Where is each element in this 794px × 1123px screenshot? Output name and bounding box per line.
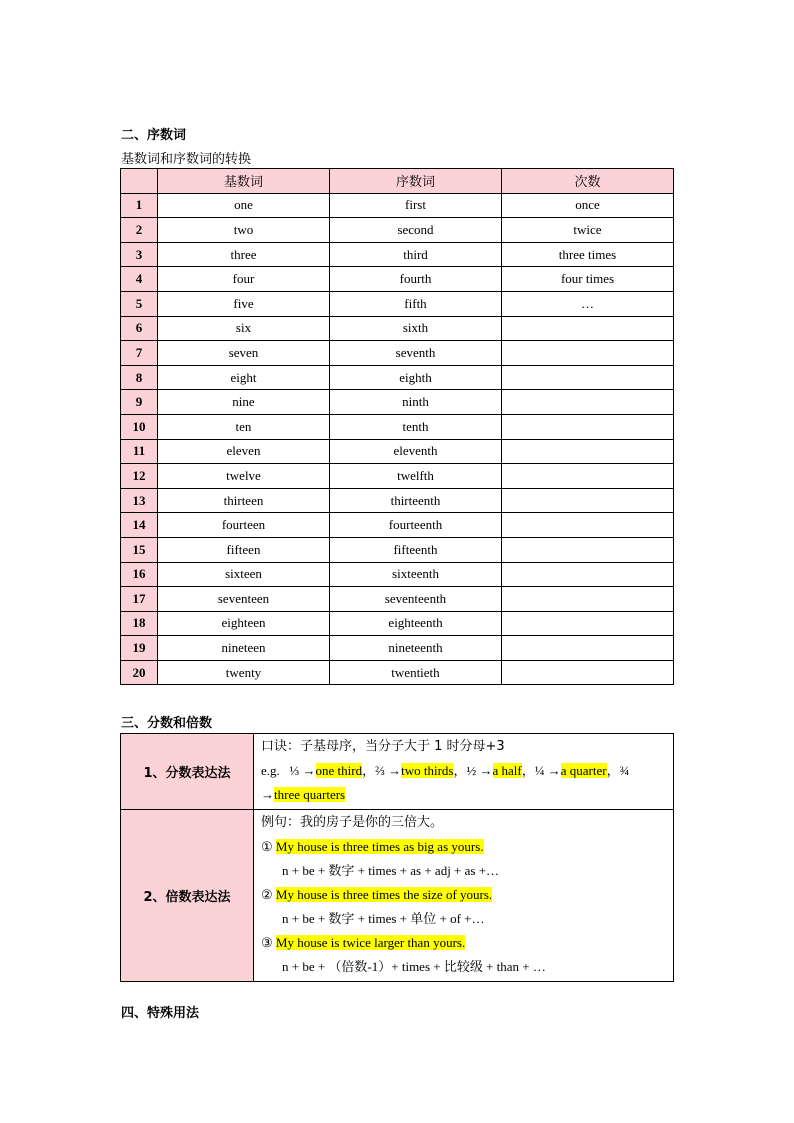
multiple-label: 2、倍数表达法 <box>121 810 254 982</box>
conversion-subtitle: 基数词和序数词的转换 <box>121 152 252 167</box>
fraction-highlight: one third <box>315 763 363 778</box>
table-row <box>121 587 674 612</box>
table-row <box>121 390 674 415</box>
cardinal-cell: seven <box>158 341 330 366</box>
table-body <box>121 193 674 685</box>
separator: ， <box>521 763 535 778</box>
table-row <box>121 636 674 661</box>
times-cell <box>502 390 674 415</box>
cardinal-cell: ten <box>158 414 330 439</box>
table-row <box>121 341 674 366</box>
header-ordinal: 序数词 <box>330 169 502 194</box>
row-index: 14 <box>121 513 158 538</box>
ordinal-cell: twentieth <box>330 660 502 685</box>
ordinal-cell: tenth <box>330 414 502 439</box>
eg-label: e.g. <box>261 763 280 778</box>
times-cell <box>502 636 674 661</box>
table-row <box>121 611 674 636</box>
fraction-examples <box>261 759 669 783</box>
table-row <box>121 365 674 390</box>
ordinal-cell: sixteenth <box>330 562 502 587</box>
ordinal-cell: sixth <box>330 316 502 341</box>
table-row <box>121 218 674 243</box>
times-cell <box>502 439 674 464</box>
example-sentence-line <box>261 883 669 907</box>
times-cell <box>502 488 674 513</box>
table-row <box>121 193 674 218</box>
ordinal-cell: eighteenth <box>330 611 502 636</box>
times-cell <box>502 587 674 612</box>
row-index: 10 <box>121 414 158 439</box>
table-row <box>121 291 674 316</box>
cardinal-cell: twenty <box>158 660 330 685</box>
row-index: 7 <box>121 341 158 366</box>
table-header-row <box>121 169 674 194</box>
cardinal-cell: twelve <box>158 464 330 489</box>
table-row <box>121 488 674 513</box>
row-index: 1 <box>121 193 158 218</box>
header-empty <box>121 169 158 194</box>
row-index: 9 <box>121 390 158 415</box>
times-cell: three times <box>502 242 674 267</box>
table-row <box>121 242 674 267</box>
times-cell <box>502 365 674 390</box>
ordinal-cell: first <box>330 193 502 218</box>
cardinal-cell: nine <box>158 390 330 415</box>
row-index: 6 <box>121 316 158 341</box>
row-index: 5 <box>121 291 158 316</box>
times-cell <box>502 513 674 538</box>
row-index: 20 <box>121 660 158 685</box>
ordinal-cell: twelfth <box>330 464 502 489</box>
times-cell <box>502 660 674 685</box>
fraction-symbol: ⅓ → <box>289 763 316 778</box>
example-sentence: My house is three times as big as yours. <box>275 839 484 854</box>
cardinal-cell: six <box>158 316 330 341</box>
multiple-example: 例句：我的房子是你的三倍大。 <box>261 815 444 830</box>
fraction-items <box>290 763 630 778</box>
cardinal-cell: two <box>158 218 330 243</box>
table-row <box>121 414 674 439</box>
separator: ， <box>453 763 467 778</box>
section2-heading: 二、序数词 <box>121 128 187 143</box>
times-cell <box>502 537 674 562</box>
times-cell <box>502 341 674 366</box>
fraction-highlight: a quarter <box>560 763 607 778</box>
fraction-wrap-line <box>261 783 669 807</box>
row-index: 4 <box>121 267 158 292</box>
cardinal-cell: one <box>158 193 330 218</box>
number-conversion-table <box>120 168 674 685</box>
row-index: 18 <box>121 611 158 636</box>
ordinal-cell: ninth <box>330 390 502 415</box>
times-cell: twice <box>502 218 674 243</box>
row-index: 11 <box>121 439 158 464</box>
fraction-highlight: two thirds <box>401 763 454 778</box>
ordinal-cell: thirteenth <box>330 488 502 513</box>
separator: ， <box>606 763 620 778</box>
table-row <box>121 439 674 464</box>
table-row <box>121 316 674 341</box>
fraction-highlight: three quarters <box>274 787 346 802</box>
times-cell <box>502 611 674 636</box>
section3-heading: 三、分数和倍数 <box>121 716 213 731</box>
cardinal-cell: five <box>158 291 330 316</box>
cardinal-cell: eight <box>158 365 330 390</box>
cardinal-cell: thirteen <box>158 488 330 513</box>
ordinal-cell: seventh <box>330 341 502 366</box>
cardinal-cell: fifteen <box>158 537 330 562</box>
arrow-glyph: → <box>261 787 274 802</box>
cardinal-cell: eighteen <box>158 611 330 636</box>
cardinal-cell: seventeen <box>158 587 330 612</box>
multiple-row <box>121 810 674 982</box>
ordinal-cell: nineteenth <box>330 636 502 661</box>
header-cardinal: 基数词 <box>158 169 330 194</box>
row-index: 2 <box>121 218 158 243</box>
example-sentence: My house is three times the size of yours. <box>275 887 493 902</box>
cardinal-cell: nineteen <box>158 636 330 661</box>
table-row <box>121 537 674 562</box>
fraction-multiple-table <box>120 733 674 982</box>
multiple-content <box>254 810 674 982</box>
formula-line: n + be + 数字 + times + as + adj + as +… <box>282 863 500 878</box>
table-row <box>121 660 674 685</box>
times-cell: … <box>502 291 674 316</box>
separator: ， <box>362 763 376 778</box>
row-index: 15 <box>121 537 158 562</box>
ordinal-cell: second <box>330 218 502 243</box>
cardinal-cell: three <box>158 242 330 267</box>
row-index: 3 <box>121 242 158 267</box>
ordinal-cell: eighth <box>330 365 502 390</box>
fraction-content <box>254 734 674 810</box>
fraction-symbol: ⅔ → <box>375 763 402 778</box>
fraction-row <box>121 734 674 810</box>
example-sentence-line <box>261 931 669 955</box>
ordinal-cell: fourth <box>330 267 502 292</box>
header-times: 次数 <box>502 169 674 194</box>
row-index: 8 <box>121 365 158 390</box>
row-index: 12 <box>121 464 158 489</box>
fraction-symbol: ¼ → <box>534 763 561 778</box>
ordinal-cell: eleventh <box>330 439 502 464</box>
row-index: 13 <box>121 488 158 513</box>
fraction-label: 1、分数表达法 <box>121 734 254 810</box>
circled-number: ② <box>261 887 273 902</box>
times-cell <box>502 316 674 341</box>
fraction-symbol: ¾ <box>619 763 630 778</box>
row-index: 17 <box>121 587 158 612</box>
table-row <box>121 562 674 587</box>
table-row <box>121 513 674 538</box>
table-row <box>121 267 674 292</box>
times-cell <box>502 414 674 439</box>
times-cell <box>502 464 674 489</box>
cardinal-cell: four <box>158 267 330 292</box>
row-index: 19 <box>121 636 158 661</box>
section4-heading: 四、特殊用法 <box>121 1006 200 1021</box>
cardinal-cell: fourteen <box>158 513 330 538</box>
row-index: 16 <box>121 562 158 587</box>
example-sentence: My house is twice larger than yours. <box>275 935 466 950</box>
multiple-items <box>261 835 669 979</box>
circled-number: ③ <box>261 935 273 950</box>
formula-line: n + be + 数字 + times + 单位 + of +… <box>282 911 485 926</box>
table-row <box>121 464 674 489</box>
times-cell: four times <box>502 267 674 292</box>
fraction-mnemonic: 口诀：子基母序，当分子大于 1 时分母+3 <box>261 739 505 754</box>
times-cell: once <box>502 193 674 218</box>
ordinal-cell: seventeenth <box>330 587 502 612</box>
cardinal-cell: sixteen <box>158 562 330 587</box>
example-sentence-line <box>261 835 669 859</box>
fraction-highlight: a half <box>492 763 522 778</box>
ordinal-cell: fifteenth <box>330 537 502 562</box>
cardinal-cell: eleven <box>158 439 330 464</box>
formula-line: n + be + （倍数-1）+ times + 比较级 + than + … <box>282 959 546 974</box>
circled-number: ① <box>261 839 273 854</box>
ordinal-cell: fifth <box>330 291 502 316</box>
times-cell <box>502 562 674 587</box>
fraction-symbol: ½ → <box>466 763 493 778</box>
ordinal-cell: third <box>330 242 502 267</box>
ordinal-cell: fourteenth <box>330 513 502 538</box>
